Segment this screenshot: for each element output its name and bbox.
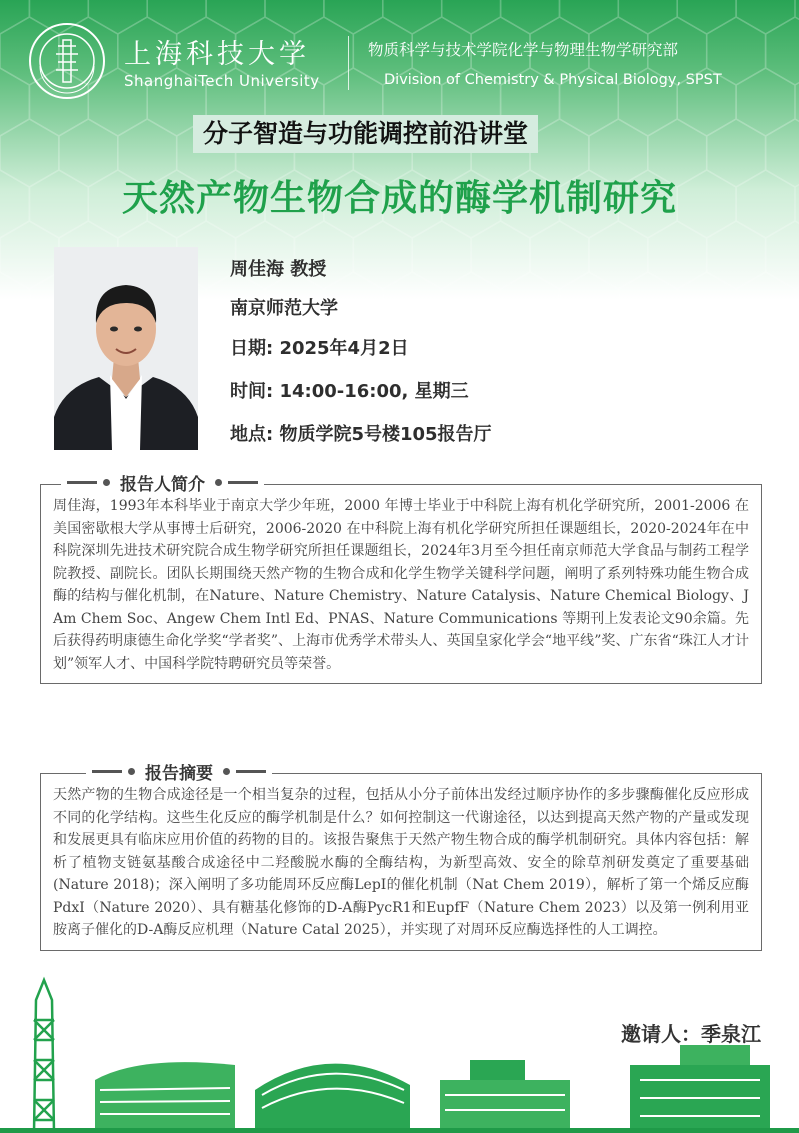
talk-location: 地点: 物质学院5号楼105报告厅 (230, 424, 492, 445)
hexagon-cell (707, 221, 766, 289)
series-title: 分子智造与功能调控前沿讲堂 (193, 115, 538, 153)
hexagon-cell (736, 272, 795, 330)
hexagon-cell (618, 272, 677, 330)
hexagon-cell (265, 0, 324, 34)
hexagon-cell (736, 68, 795, 136)
inviter: 邀请人：季泉江 (621, 1022, 761, 1046)
hexagon-cell (530, 221, 589, 289)
hexagon-cell (618, 0, 677, 34)
hexagon-cell (0, 68, 29, 136)
hexagon-cell (0, 221, 59, 289)
talk-date: 日期: 2025年4月2日 (230, 338, 409, 359)
hexagon-cell (442, 272, 501, 330)
bio-section (40, 474, 762, 684)
header-divider (348, 36, 349, 90)
hexagon-cell (324, 0, 383, 34)
hexagon-cell (736, 0, 795, 34)
hexagon-cell (501, 0, 560, 34)
bio-heading (61, 469, 264, 495)
hexagon-cell (0, 0, 29, 34)
hexagon-cell (471, 221, 530, 289)
hexagon-cell (766, 17, 799, 85)
talk-time: 时间: 14:00-16:00, 星期三 (230, 381, 469, 402)
talk-title: 天然产物生物合成的酶学机制研究 (121, 178, 677, 219)
hexagon-cell (0, 272, 29, 330)
department-name-en: Division of Chemistry & Physical Biology, SPST (384, 72, 722, 88)
hexagon-cell (766, 221, 799, 289)
hexagon-cell (560, 0, 619, 34)
hexagon-cell (648, 221, 707, 289)
abstract-heading (86, 758, 272, 784)
hexagon-cell (383, 272, 442, 330)
hexagon-cell (501, 272, 560, 330)
university-name-en: ShanghaiTech University (124, 72, 320, 90)
hexagon-cell (206, 0, 265, 34)
hexagon-cell (147, 0, 206, 34)
university-name-cn: 上海科技大学 (124, 39, 310, 70)
hexagon-cell (412, 221, 471, 289)
speaker-affiliation: 南京师范大学 (230, 298, 338, 319)
hexagon-cell (589, 221, 648, 289)
hexagon-cell (353, 221, 412, 289)
speaker-name: 周佳海 教授 (230, 259, 327, 280)
abstract-heading-label: 报告摘要 (145, 763, 213, 784)
department-name-cn: 物质科学与技术学院化学与物理生物学研究部 (368, 41, 679, 59)
bio-heading-label: 报告人简介 (120, 474, 205, 495)
hexagon-cell (677, 0, 736, 34)
bio-text: 周佳海，1993年本科毕业于南京大学少年班，2000 年博士毕业于中科院上海有机化学研究所，2001-2006 在美国密歇根大学从事博士后研究，2006-2020 在中科院上海有机化学研究所担任课题组长，2020-2024年在中科院深圳先进技术研究院合成生物学研究所担任课题组长，2024年3月至今担任南京师范大学食品与制药工程学院教授、副院长。团队长期围绕天然产物的生物合成和化学生物学关键科学问题，阐明了系列特殊功能生物合成酶的结构与催化机制，在Nature、Nature Chemistry、Nature Catalysis、Nature Chemical Biology、J Am Chem Soc、Angew Chem Intl Ed、PNAS、Nature Communications 等期刊上发表论文90余篇。先后获得药明康德生命化学奖“学者奖”、上海市优秀学术带头人、英国皇家化学会“地平线”奖、广东省“珠江人才计划”领军人才、中国科学院特聘研究员等荣誉。 (53, 498, 749, 672)
hexagon-cell (560, 272, 619, 330)
hexagon-cell (383, 0, 442, 34)
speaker-photo (54, 247, 198, 450)
university-seal-logo (28, 22, 106, 100)
abstract-section (40, 763, 762, 951)
hexagon-cell (677, 272, 736, 330)
abstract-text: 天然产物的生物合成途径是一个相当复杂的过程，包括从小分子前体出发经过顺序协作的多步骤酶催化反应形成不同的化学结构。这些生化反应的酶学机制是什么？如何控制这一代谢途径，以达到提高天然产物的产量或发现和发展更具有临床应用价值的药物的目的。该报告聚焦于天然产物生物合成的酶学机制研究。具体内容包括：解析了植物支链氨基酸合成途径中二羟酸脱水酶的全酶结构，为新型高效、安全的除草剂研发奠定了重要基础 (Nature 2018)；深入阐明了多功能周环反应酶LepI的催化机制（Nat Chem 2019），解析了第一个烯反应酶PdxI（Nature 2020）、具有糖基化修饰的D-A酶PycR1和EupfF（Nature Chem 2023）以及第一例利用亚胺离子催化的D-A酶反应机理（Nature Catal 2025），并实现了对周环反应酶选择性的人工调控。 (53, 787, 749, 938)
hexagon-cell (442, 0, 501, 34)
